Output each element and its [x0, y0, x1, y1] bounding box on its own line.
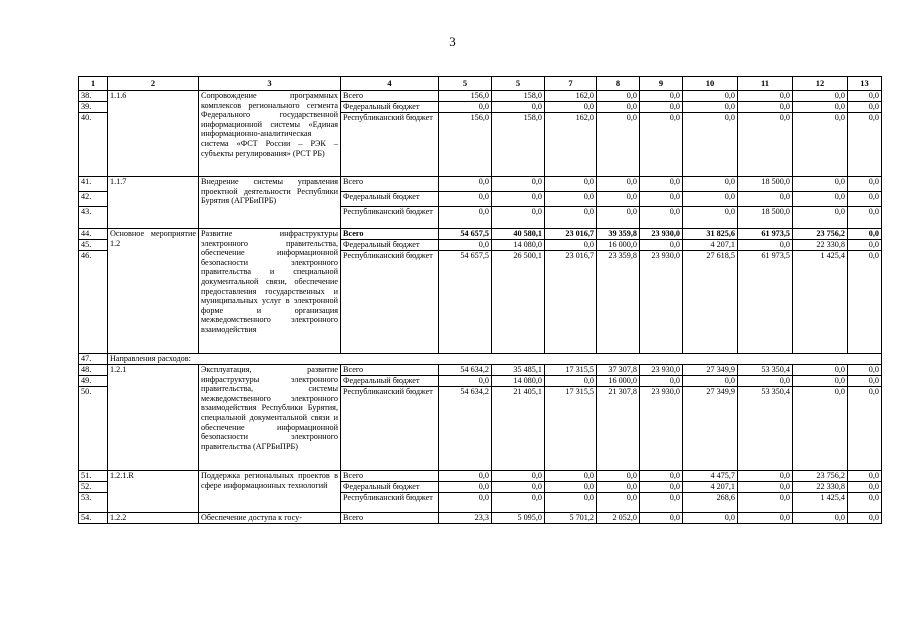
indicator-label: Республиканский бюджет [341, 251, 439, 354]
value-cell: 0,0 [793, 113, 848, 177]
value-cell: 0,0 [848, 177, 882, 192]
value-cell: 23 930,0 [640, 251, 683, 354]
value-cell: 0,0 [683, 513, 738, 524]
value-cell: 0,0 [492, 493, 545, 513]
activity-description: Развитие инфраструктуры электронного правительства, обеспечение информационной безопасности электронного правительства и специальной документальной связи, обеспечение предоставления государственных и муниципальных услуг в электронной форме и организация межведомственного электронного взаимодействия [199, 229, 341, 354]
value-cell: 0,0 [683, 177, 738, 192]
value-cell: 0,0 [640, 102, 683, 113]
value-cell: 17 315,5 [545, 387, 597, 471]
activity-code: 1.2.1 [108, 365, 199, 471]
value-cell: 18 500,0 [738, 177, 793, 192]
table-row [79, 365, 882, 376]
value-cell: 0,0 [439, 471, 492, 482]
value-cell: 0,0 [439, 482, 492, 493]
value-cell: 23 359,8 [597, 251, 640, 354]
value-cell: 156,0 [439, 91, 492, 102]
value-cell: 35 485,1 [492, 365, 545, 376]
header-cell: 1 [79, 77, 108, 91]
value-cell: 0,0 [597, 91, 640, 102]
value-cell: 37 307,8 [597, 365, 640, 376]
value-cell: 0,0 [848, 365, 882, 376]
value-cell: 16 000,0 [597, 376, 640, 387]
value-cell: 0,0 [683, 192, 738, 207]
value-cell: 0,0 [492, 192, 545, 207]
value-cell: 0,0 [793, 513, 848, 524]
value-cell: 1 425,4 [793, 493, 848, 513]
value-cell: 162,0 [545, 91, 597, 102]
row-number: 50. [79, 387, 108, 471]
value-cell: 0,0 [738, 482, 793, 493]
value-cell: 0,0 [640, 493, 683, 513]
value-cell: 5 701,2 [545, 513, 597, 524]
value-cell: 0,0 [640, 177, 683, 192]
value-cell: 1 425,4 [793, 251, 848, 354]
value-cell: 0,0 [848, 251, 882, 354]
value-cell: 5 095,0 [492, 513, 545, 524]
value-cell: 0,0 [793, 376, 848, 387]
value-cell: 0,0 [597, 192, 640, 207]
value-cell: 0,0 [492, 471, 545, 482]
value-cell: 21 405,1 [492, 387, 545, 471]
value-cell: 18 500,0 [738, 207, 793, 229]
value-cell: 17 315,5 [545, 365, 597, 376]
header-cell: 5 [439, 77, 492, 91]
header-cell: 8 [597, 77, 640, 91]
indicator-label: Федеральный бюджет [341, 102, 439, 113]
value-cell: 0,0 [545, 376, 597, 387]
value-cell: 0,0 [545, 102, 597, 113]
value-cell: 0,0 [439, 177, 492, 192]
value-cell: 54 634,2 [439, 387, 492, 471]
value-cell: 0,0 [597, 471, 640, 482]
value-cell: 158,0 [492, 113, 545, 177]
value-cell: 0,0 [597, 493, 640, 513]
header-cell: 4 [341, 77, 439, 91]
activity-code: Основное мероприятие 1.2 [108, 229, 199, 354]
value-cell: 0,0 [848, 493, 882, 513]
value-cell: 0,0 [848, 376, 882, 387]
row-number: 49. [79, 376, 108, 387]
value-cell: 0,0 [439, 102, 492, 113]
value-cell: 0,0 [597, 177, 640, 192]
table-row [79, 354, 882, 365]
value-cell: 162,0 [545, 113, 597, 177]
value-cell: 0,0 [492, 207, 545, 229]
table-row [79, 177, 882, 192]
value-cell: 40 580,1 [492, 229, 545, 240]
row-number: 45. [79, 240, 108, 251]
value-cell: 23 930,0 [640, 387, 683, 471]
value-cell: 0,0 [793, 102, 848, 113]
row-number: 54. [79, 513, 108, 524]
row-number: 53. [79, 493, 108, 513]
row-number: 48. [79, 365, 108, 376]
row-number: 43. [79, 207, 108, 229]
row-number: 38. [79, 91, 108, 102]
value-cell: 0,0 [848, 102, 882, 113]
value-cell: 0,0 [597, 482, 640, 493]
indicator-label: Республиканский бюджет [341, 387, 439, 471]
activity-description: Внедрение системы управления проектной деятельности Республики Бурятия (АГРБиПРБ) [199, 177, 341, 229]
value-cell: 61 973,5 [738, 229, 793, 240]
value-cell: 14 080,0 [492, 376, 545, 387]
value-cell: 53 350,4 [738, 387, 793, 471]
indicator-label: Республиканский бюджет [341, 207, 439, 229]
value-cell: 4 207,1 [683, 482, 738, 493]
activity-description: Обеспечение доступа к госу- [199, 513, 341, 524]
indicator-label: Всего [341, 91, 439, 102]
value-cell: 0,0 [738, 376, 793, 387]
row-number: 42. [79, 192, 108, 207]
value-cell: 0,0 [545, 482, 597, 493]
value-cell: 0,0 [640, 192, 683, 207]
value-cell: 0,0 [683, 102, 738, 113]
header-cell: 10 [683, 77, 738, 91]
header-cell: 13 [848, 77, 882, 91]
value-cell: 23 016,7 [545, 229, 597, 240]
value-cell: 0,0 [848, 240, 882, 251]
value-cell: 0,0 [439, 376, 492, 387]
value-cell: 0,0 [848, 91, 882, 102]
indicator-label: Федеральный бюджет [341, 192, 439, 207]
header-cell: 3 [199, 77, 341, 91]
value-cell: 23 756,2 [793, 471, 848, 482]
page-number: 3 [449, 34, 456, 49]
value-cell: 0,0 [597, 207, 640, 229]
value-cell: 4 207,1 [683, 240, 738, 251]
indicator-label: Всего [341, 471, 439, 482]
table-row [79, 471, 882, 482]
activity-description: Поддержка региональных проектов в сфере информационных технологий [199, 471, 341, 513]
indicator-label: Всего [341, 513, 439, 524]
value-cell: 0,0 [683, 91, 738, 102]
value-cell: 0,0 [848, 513, 882, 524]
value-cell: 53 350,4 [738, 365, 793, 376]
value-cell: 0,0 [793, 192, 848, 207]
header-cell: 2 [108, 77, 199, 91]
value-cell: 61 973,5 [738, 251, 793, 354]
value-cell: 0,0 [848, 482, 882, 493]
value-cell: 0,0 [640, 482, 683, 493]
value-cell: 54 657,5 [439, 229, 492, 240]
value-cell: 0,0 [545, 207, 597, 229]
value-cell: 23,3 [439, 513, 492, 524]
row-number: 44. [79, 229, 108, 240]
value-cell: 4 475,7 [683, 471, 738, 482]
value-cell: 27 618,5 [683, 251, 738, 354]
value-cell: 2 052,0 [597, 513, 640, 524]
value-cell: 0,0 [793, 207, 848, 229]
activity-code: 1.1.7 [108, 177, 199, 229]
row-number: 47. [79, 354, 108, 365]
indicator-label: Федеральный бюджет [341, 482, 439, 493]
value-cell: 0,0 [793, 387, 848, 471]
value-cell: 26 500,1 [492, 251, 545, 354]
value-cell: 31 825,6 [683, 229, 738, 240]
value-cell: 14 080,0 [492, 240, 545, 251]
value-cell: 0,0 [545, 493, 597, 513]
value-cell: 156,0 [439, 113, 492, 177]
header-row [79, 77, 882, 91]
value-cell: 0,0 [683, 113, 738, 177]
value-cell: 54 634,2 [439, 365, 492, 376]
value-cell: 0,0 [545, 192, 597, 207]
value-cell: 0,0 [848, 113, 882, 177]
header-cell: 9 [640, 77, 683, 91]
activity-code: 1.2.1.R [108, 471, 199, 513]
value-cell: 23 930,0 [640, 365, 683, 376]
table-row [79, 91, 882, 102]
value-cell: 0,0 [738, 240, 793, 251]
budget-table [78, 76, 882, 524]
value-cell: 23 756,2 [793, 229, 848, 240]
value-cell: 0,0 [793, 365, 848, 376]
header-cell: 12 [793, 77, 848, 91]
activity-description: Сопровождение программных комплексов регионального сегмента Федерального государственной информационной системы «Единая информационно-аналитическая система «ФСТ России – РЭК – субъекты регулирования» (РСТ РБ) [199, 91, 341, 177]
value-cell: 27 349,9 [683, 365, 738, 376]
value-cell: 0,0 [640, 513, 683, 524]
value-cell: 27 349,9 [683, 387, 738, 471]
row-number: 41. [79, 177, 108, 192]
value-cell: 0,0 [683, 207, 738, 229]
value-cell: 54 657,5 [439, 251, 492, 354]
value-cell: 0,0 [848, 207, 882, 229]
row-number: 40. [79, 113, 108, 177]
activity-description: Эксплуатация, развитие инфраструктуры электронного правительства, системы межведомственного электронного взаимодействия Республики Бурятия, специальной документальной связи и обеспечение информационной безопасности электронного правительства (АГРБиПРБ) [199, 365, 341, 471]
value-cell: 0,0 [738, 113, 793, 177]
value-cell: 0,0 [640, 207, 683, 229]
value-cell: 0,0 [848, 229, 882, 240]
value-cell: 0,0 [848, 387, 882, 471]
value-cell: 0,0 [683, 376, 738, 387]
indicator-label: Всего [341, 365, 439, 376]
value-cell: 0,0 [597, 102, 640, 113]
value-cell: 23 930,0 [640, 229, 683, 240]
value-cell: 0,0 [439, 207, 492, 229]
value-cell: 0,0 [439, 493, 492, 513]
value-cell: 0,0 [793, 177, 848, 192]
value-cell: 22 330,8 [793, 240, 848, 251]
value-cell: 0,0 [597, 113, 640, 177]
row-number: 46. [79, 251, 108, 354]
indicator-label: Федеральный бюджет [341, 376, 439, 387]
value-cell: 0,0 [793, 91, 848, 102]
value-cell: 0,0 [738, 513, 793, 524]
activity-code: 1.2.2 [108, 513, 199, 524]
indicator-label: Республиканский бюджет [341, 493, 439, 513]
value-cell: 23 016,7 [545, 251, 597, 354]
value-cell: 0,0 [738, 102, 793, 113]
value-cell: 0,0 [738, 493, 793, 513]
header-cell: 7 [545, 77, 597, 91]
value-cell: 0,0 [738, 91, 793, 102]
value-cell: 0,0 [492, 102, 545, 113]
value-cell: 0,0 [545, 471, 597, 482]
value-cell: 0,0 [545, 177, 597, 192]
value-cell: 0,0 [492, 482, 545, 493]
activity-code: 1.1.6 [108, 91, 199, 177]
indicator-label: Федеральный бюджет [341, 240, 439, 251]
value-cell: 0,0 [738, 471, 793, 482]
table-row [79, 229, 882, 240]
value-cell: 158,0 [492, 91, 545, 102]
value-cell: 0,0 [848, 471, 882, 482]
header-cell: 5 [492, 77, 545, 91]
indicator-label: Республиканский бюджет [341, 113, 439, 177]
value-cell: 0,0 [439, 240, 492, 251]
indicator-label: Всего [341, 229, 439, 240]
value-cell: 0,0 [640, 91, 683, 102]
section-heading: Направления расходов: [108, 354, 882, 365]
value-cell: 0,0 [738, 192, 793, 207]
value-cell: 16 000,0 [597, 240, 640, 251]
value-cell: 0,0 [848, 192, 882, 207]
value-cell: 268,6 [683, 493, 738, 513]
value-cell: 0,0 [640, 471, 683, 482]
row-number: 51. [79, 471, 108, 482]
value-cell: 0,0 [640, 240, 683, 251]
value-cell: 22 330,8 [793, 482, 848, 493]
indicator-label: Всего [341, 177, 439, 192]
value-cell: 0,0 [640, 376, 683, 387]
table-row [79, 513, 882, 524]
value-cell: 0,0 [439, 192, 492, 207]
row-number: 52. [79, 482, 108, 493]
header-cell: 11 [738, 77, 793, 91]
value-cell: 0,0 [640, 113, 683, 177]
value-cell: 0,0 [492, 177, 545, 192]
value-cell: 39 359,8 [597, 229, 640, 240]
value-cell: 0,0 [545, 240, 597, 251]
row-number: 39. [79, 102, 108, 113]
value-cell: 21 307,8 [597, 387, 640, 471]
